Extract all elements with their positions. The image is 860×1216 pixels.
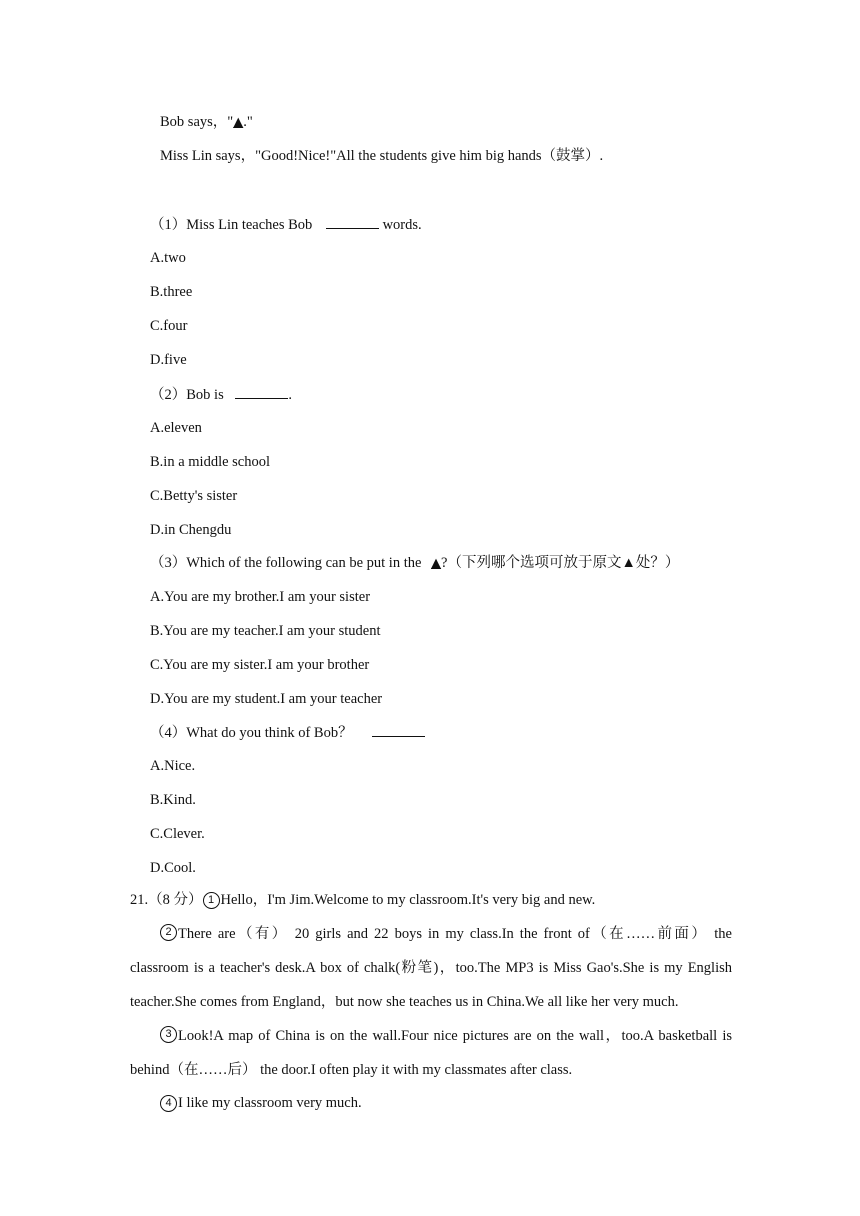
question-4-stem (150, 722, 425, 743)
question-text: words. (382, 217, 422, 233)
option[interactable]: D.five (150, 352, 187, 368)
option[interactable]: C.You are my sister.I am your brother (150, 657, 370, 673)
circled-number-4: 4 (160, 1095, 177, 1112)
triangle-icon: ▲ (233, 115, 244, 130)
option[interactable]: B.in a middle school (150, 454, 271, 470)
option[interactable]: B.You are my teacher.I am your student (150, 623, 381, 639)
question-21-p3-line1 (160, 1026, 732, 1046)
question-text: （4）What do you think of Bob？ (150, 725, 353, 741)
question-21-p2-line2: classroom is a teacher's desk.A box of chalk(粉笔)，too.The MP3 is Miss Gao's.She is my English (130, 960, 732, 976)
passage-line-miss-lin: Miss Lin says，"Good!Nice!"All the students give him big hands（鼓掌）. (160, 148, 604, 164)
triangle-icon: ▲ (431, 556, 442, 571)
paragraph-text: There are（有） 20 girls and 22 boys in my class.In the front of（在……前面） the (178, 926, 732, 942)
question-1-stem (150, 214, 422, 235)
passage-text: Bob says，" (160, 114, 234, 130)
answer-blank[interactable] (326, 214, 379, 229)
question-text: （3）Which of the following can be put in the (150, 555, 422, 571)
option[interactable]: A.two (150, 250, 186, 266)
question-number: 21.（8 分） (130, 892, 203, 908)
question-text: （1）Miss Lin teaches Bob (150, 217, 313, 233)
paragraph-text: Look!A map of China is on the wall.Four nice pictures are on the wall，too.A basketball is (178, 1028, 732, 1044)
passage-line-bob (160, 112, 253, 133)
option[interactable]: C.four (150, 318, 188, 334)
circled-number-2: 2 (160, 924, 177, 941)
option[interactable]: C.Betty's sister (150, 488, 238, 504)
option[interactable]: D.Cool. (150, 860, 196, 876)
question-text: ?（下列哪个选项可放于原文▲处？） (441, 555, 680, 571)
option[interactable]: B.three (150, 284, 193, 300)
answer-blank[interactable] (372, 722, 425, 737)
option[interactable]: C.Clever. (150, 826, 205, 842)
question-2-stem (150, 384, 292, 405)
question-21-p2-line3: teacher.She comes from England，but now she teaches us in China.We all like her very much. (130, 994, 679, 1010)
option[interactable]: A.Nice. (150, 758, 196, 774)
question-21-p3-line2: behind（在……后） the door.I often play it with my classmates after class. (130, 1062, 573, 1078)
option[interactable]: D.in Chengdu (150, 522, 232, 538)
question-3-stem (150, 553, 679, 574)
question-21-p2-line1 (160, 924, 732, 944)
question-21-p4 (160, 1093, 362, 1113)
question-text: （2）Bob is (150, 387, 224, 403)
circled-number-3: 3 (160, 1026, 177, 1043)
paragraph-text: Hello，I'm Jim.Welcome to my classroom.It's very big and new. (220, 892, 596, 908)
option[interactable]: A.eleven (150, 420, 202, 436)
circled-number-1: 1 (203, 892, 220, 909)
question-21-p1 (130, 890, 595, 910)
option[interactable]: A.You are my brother.I am your sister (150, 589, 371, 605)
passage-text: ." (243, 114, 253, 130)
question-text: . (288, 387, 292, 403)
option[interactable]: B.Kind. (150, 792, 196, 808)
answer-blank[interactable] (235, 384, 288, 399)
option[interactable]: D.You are my student.I am your teacher (150, 691, 383, 707)
paragraph-text: I like my classroom very much. (178, 1095, 362, 1111)
